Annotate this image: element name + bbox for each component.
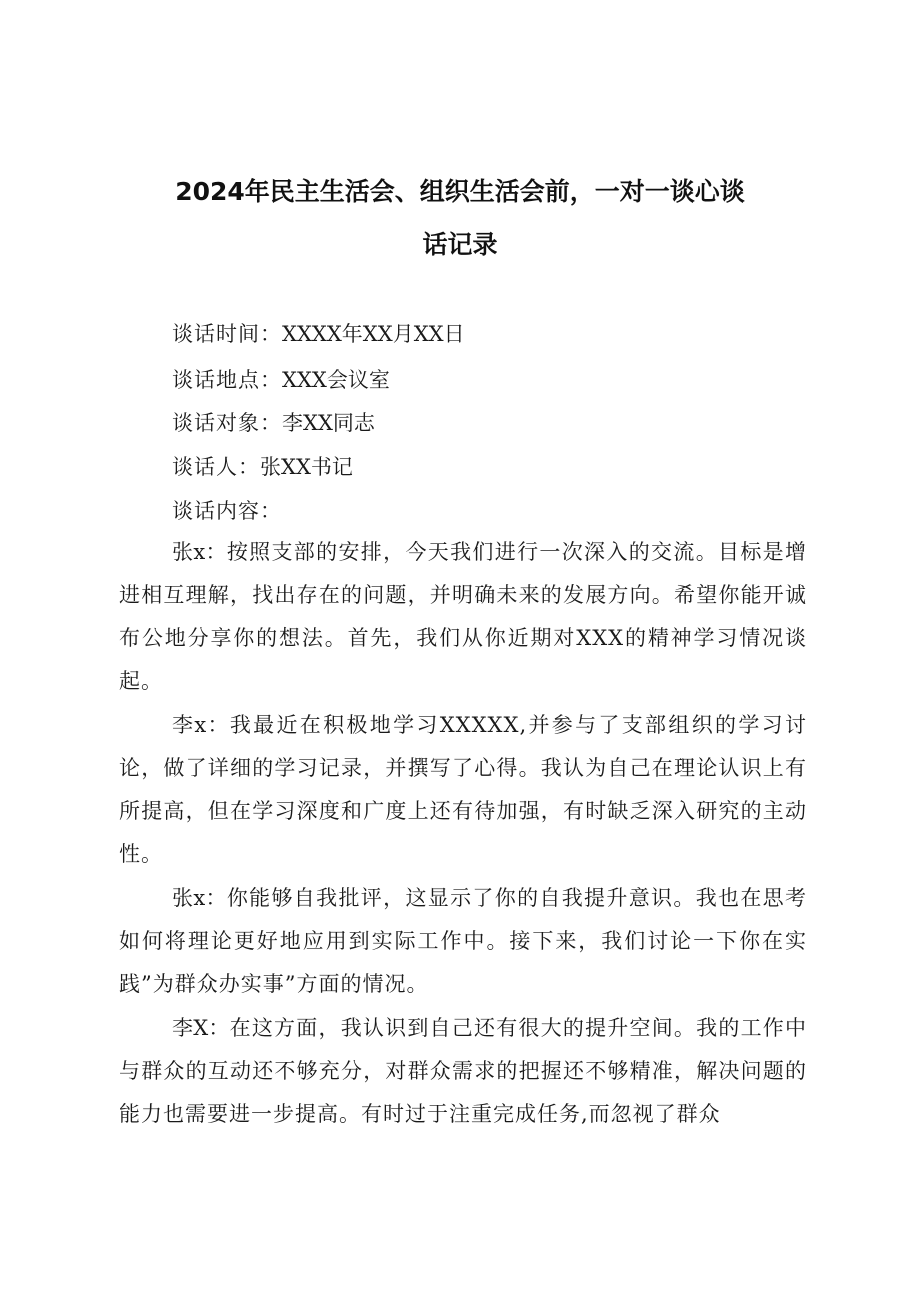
meta-content bbox=[172, 497, 282, 525]
dialogue-paragraph-4 bbox=[119, 1007, 807, 1136]
meta-location-label: 谈话地点： bbox=[172, 368, 282, 392]
meta-location bbox=[172, 366, 390, 394]
meta-interviewer-value: 张XX书记 bbox=[260, 455, 353, 479]
paragraph-text: 在这方面，我认识到自己还有很大的提升空间。我的工作中与群众的互动还不够充分，对群众需求的把握还不够精准，解决问题的能力也需要进一步提高。有时过于注重完成任务,而忽视了群众 bbox=[119, 1016, 808, 1126]
meta-location-value: XXX会议室 bbox=[282, 368, 390, 392]
meta-interviewer-label: 谈话人： bbox=[172, 455, 260, 479]
document-title-line-2: 话记录 bbox=[422, 230, 498, 259]
meta-interviewer bbox=[172, 453, 353, 481]
meta-time bbox=[172, 320, 465, 348]
paragraph-text: 按照支部的安排，今天我们进行一次深入的交流。目标是增进相互理解，找出存在的问题，并明确未来的发展方向。希望你能开诚布公地分享你的想法。首先，我们从你近期对XXX的精神学习情况谈起。 bbox=[119, 540, 808, 693]
dialogue-paragraph-3 bbox=[119, 877, 807, 1006]
paragraph-speaker: 李x： bbox=[172, 713, 230, 737]
paragraph-text: 我最近在积极地学习XXXXX,并参与了支部组织的学习讨论，做了详细的学习记录，并撰写了心得。我认为自己在理论认识上有所提高，但在学习深度和广度上还有待加强，有时缺乏深入研究的主动性。 bbox=[119, 713, 807, 866]
meta-content-label: 谈话内容： bbox=[172, 499, 282, 523]
meta-subject-label: 谈话对象： bbox=[172, 411, 282, 435]
meta-subject-value: 李XX同志 bbox=[282, 411, 375, 435]
meta-time-value: XXXX年XX月XX日 bbox=[282, 322, 465, 346]
meta-subject bbox=[172, 409, 375, 437]
paragraph-speaker: 张x： bbox=[172, 540, 227, 564]
paragraph-text: 你能够自我批评，这显示了你的自我提升意识。我也在思考如何将理论更好地应用到实际工作中。接下来，我们讨论一下你在实践”为群众办实事”方面的情况。 bbox=[119, 886, 808, 996]
dialogue-paragraph-2 bbox=[119, 704, 807, 876]
meta-time-label: 谈话时间： bbox=[172, 322, 282, 346]
paragraph-speaker: 张x： bbox=[172, 886, 227, 910]
paragraph-speaker: 李X： bbox=[172, 1016, 230, 1040]
dialogue-paragraph-1 bbox=[119, 531, 807, 703]
document-title-line-1: 2024年民主生活会、组织生活会前，一对一谈心谈 bbox=[175, 177, 745, 206]
